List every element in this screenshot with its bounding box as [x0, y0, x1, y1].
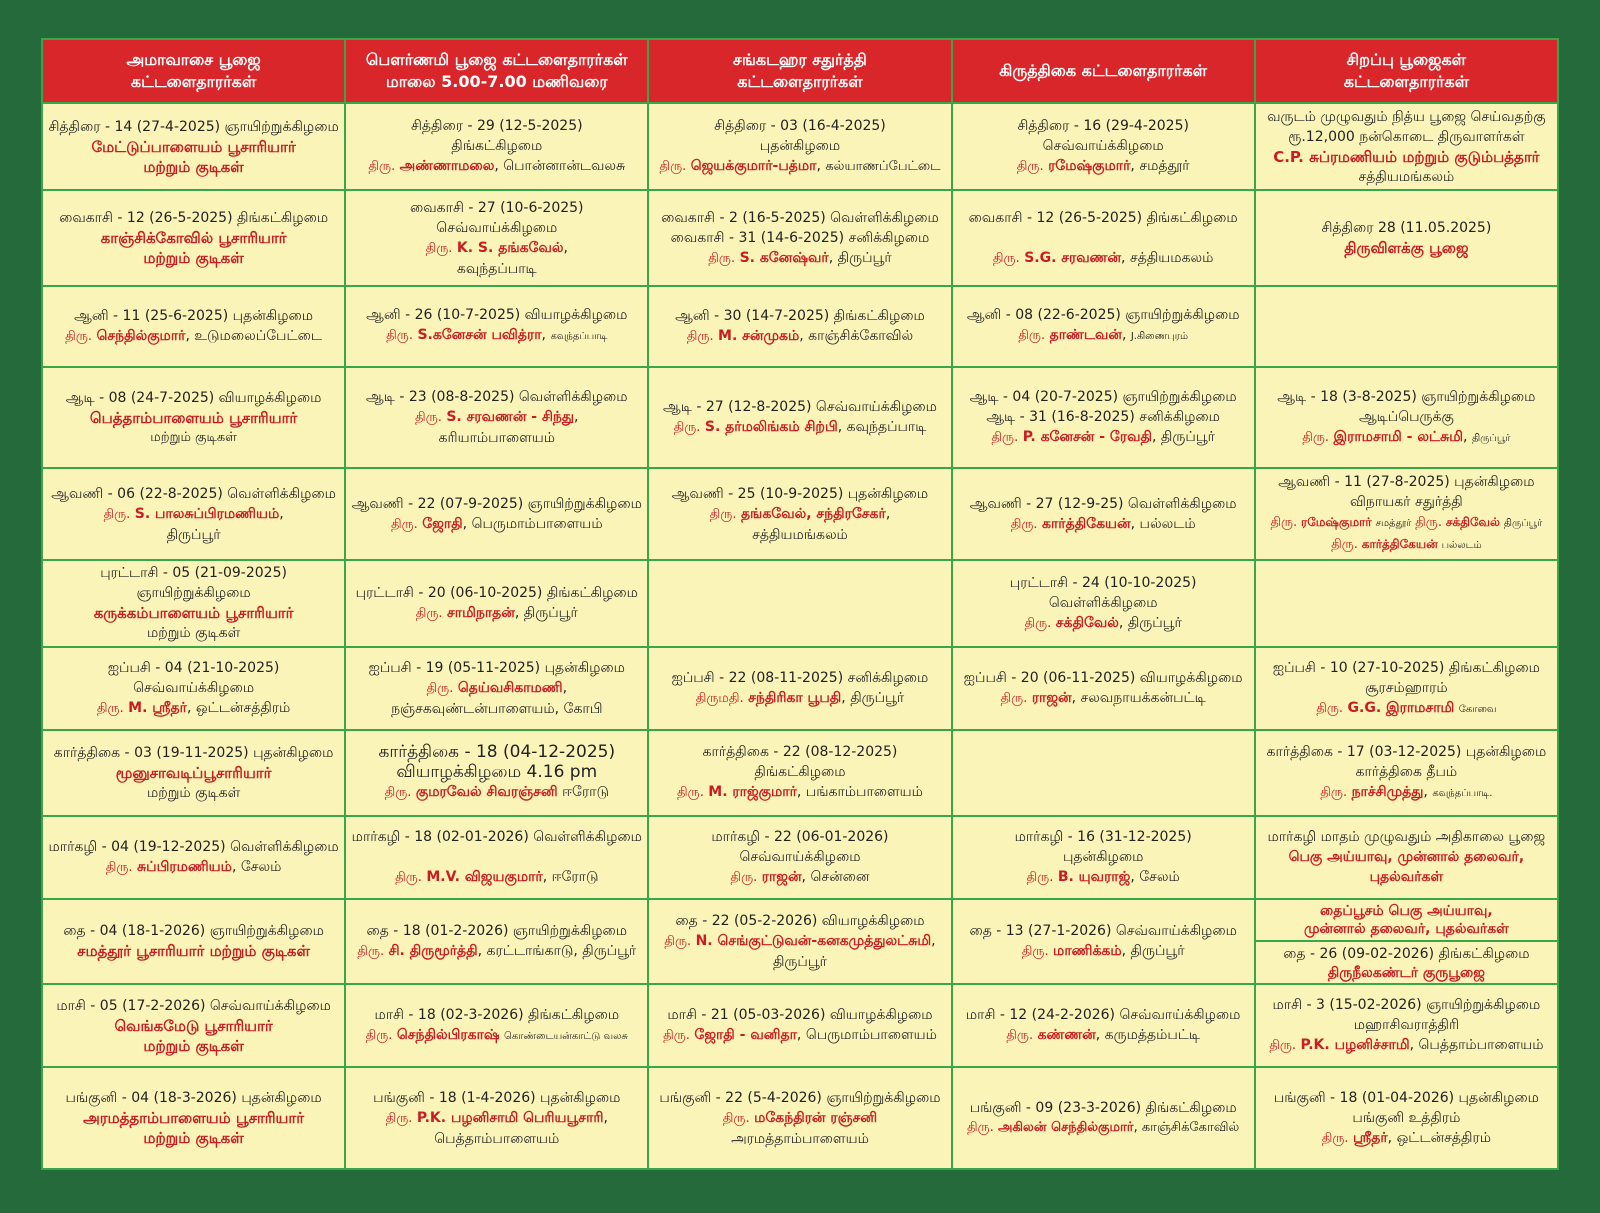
- cell-kiruthigai: மாசி - 12 (24-2-2026) செவ்வாய்க்கிழமை திரு. கண்ணன், கருமத்தம்பட்டி: [952, 984, 1255, 1067]
- cell-special-empty: [1255, 560, 1558, 647]
- table-row: [42, 1067, 1558, 1169]
- cell-special: சித்திரை 28 (11.05.2025) திருவிளக்கு பூஜை: [1255, 190, 1558, 285]
- cell-sankatahara: சித்திரை - 03 (16-4-2025) புதன்கிழமை திரு. ஜெயக்குமார்-பத்மா, கல்யாணப்பேட்டை: [648, 103, 951, 190]
- cell-amavasai: சித்திரை - 14 (27-4-2025) ஞாயிற்றுக்கிழமை மேட்டுப்பாளையம் பூசாரியார் மற்றும் குடிகள்: [42, 103, 345, 190]
- table-row: [42, 190, 1558, 285]
- header-special: சிறப்பு பூஜைகள் கட்டளைதாரர்கள்: [1255, 39, 1558, 103]
- table-row: [42, 103, 1558, 190]
- cell-special: பங்குனி - 18 (01-04-2026) புதன்கிழமை பங்குனி உத்திரம் திரு. ஸ்ரீதர், ஒட்டன்சத்திரம்: [1255, 1067, 1558, 1169]
- cell-pournami: சித்திரை - 29 (12-5-2025) திங்கட்கிழமை திரு. அண்ணாமலை, பொன்னான்டவலசு: [345, 103, 648, 190]
- table-row: [42, 468, 1558, 559]
- header-pournami: பௌர்ணமி பூஜை கட்டளைதாரர்கள் மாலை 5.00-7.00 மணிவரை: [345, 39, 648, 103]
- cell-sankatahara: பங்குனி - 22 (5-4-2026) ஞாயிற்றுக்கிழமை திரு. மகேந்திரன் ரஞ்சனி அரமத்தாம்பாளையம்: [648, 1067, 951, 1169]
- cell-pournami: ஆனி - 26 (10-7-2025) வியாழக்கிழமை திரு. S.கனேசன் பவித்ரா, கவுந்தப்பாடி: [345, 286, 648, 367]
- cell-kiruthigai: பங்குனி - 09 (23-3-2026) திங்கட்கிழமை திரு. அகிலன் செந்தில்குமார், காஞ்சிக்கோவில்: [952, 1067, 1255, 1169]
- cell-pournami: ஐப்பசி - 19 (05-11-2025) புதன்கிழமை திரு. தெய்வசிகாமணி, நஞ்சகவுண்டன்பாளையம், கோபி: [345, 647, 648, 730]
- cell-special: ஆடி - 18 (3-8-2025) ஞாயிற்றுக்கிழமை ஆடிப்பெருக்கு திரு. இராமசாமி - லட்சுமி, திருப்பூர்: [1255, 367, 1558, 469]
- cell-amavasai: ஆவணி - 06 (22-8-2025) வெள்ளிக்கிழமை திரு. S. பாலசுப்பிரமணியம், திருப்பூர்: [42, 468, 345, 559]
- cell-pournami: மாசி - 18 (02-3-2026) திங்கட்கிழமை திரு. செந்தில்பிரகாஷ் கொண்டையன்காட்டு வலசு: [345, 984, 648, 1067]
- header-sankatahara: சங்கடஹர சதுர்த்தி கட்டளைதாரர்கள்: [648, 39, 951, 103]
- table-row: [42, 367, 1558, 469]
- table-row: [42, 816, 1558, 899]
- table-row: [42, 560, 1558, 647]
- cell-sankatahara: தை - 22 (05-2-2026) வியாழக்கிழமை திரு. N. செங்குட்டுவன்-கனகமுத்துலட்சுமி, திருப்பூர்: [648, 899, 951, 984]
- cell-special: ஐப்பசி - 10 (27-10-2025) திங்கட்கிழமை சூரசம்ஹாரம் திரு. G.G. இராமசாமி கோவை: [1255, 647, 1558, 730]
- cell-amavasai: மார்கழி - 04 (19-12-2025) வெள்ளிக்கிழமை திரு. சுப்பிரமணியம், சேலம்: [42, 816, 345, 899]
- cell-pournami: தை - 18 (01-2-2026) ஞாயிற்றுக்கிழமை திரு. சி. திருமூர்த்தி, கரட்டாங்காடு, திருப்பூர்: [345, 899, 648, 984]
- cell-special: ஆவணி - 11 (27-8-2025) புதன்கிழமை விநாயகர் சதுர்த்தி திரு. ரமேஷ்குமார் சமத்தூர் திரு. சக்திவேல் திருப்பூர் திரு. கார்த்திகேயன் பல்லடம்: [1255, 468, 1558, 559]
- cell-amavasai: வைகாசி - 12 (26-5-2025) திங்கட்கிழமை காஞ்சிக்கோவில் பூசாரியார் மற்றும் குடிகள்: [42, 190, 345, 285]
- cell-amavasai: பங்குனி - 04 (18-3-2026) புதன்கிழமை அரமத்தாம்பாளையம் பூசாரியார் மற்றும் குடிகள்: [42, 1067, 345, 1169]
- cell-special: மாசி - 3 (15-02-2026) ஞாயிற்றுக்கிழமை மஹாசிவராத்திரி திரு. P.K. பழனிச்சாமி, பெத்தாம்பாளையம்: [1255, 984, 1558, 1067]
- cell-pournami: மார்கழி - 18 (02-01-2026) வெள்ளிக்கிழமை திரு. M.V. விஜயகுமார், ஈரோடு: [345, 816, 648, 899]
- cell-kiruthigai: ஆனி - 08 (22-6-2025) ஞாயிற்றுக்கிழமை திரு. தாண்டவன், J.கிணைபுரம்: [952, 286, 1255, 367]
- cell-special-empty: [1255, 286, 1558, 367]
- schedule-board: [41, 38, 1559, 1170]
- header-kiruthigai: கிருத்திகை கட்டளைதாரர்கள்: [952, 39, 1255, 103]
- cell-kiruthigai: ஆவணி - 27 (12-9-25) வெள்ளிக்கிழமை திரு. கார்த்திகேயன், பல்லடம்: [952, 468, 1255, 559]
- cell-kiruthigai: மார்கழி - 16 (31-12-2025) புதன்கிழமை திரு. B. யுவராஜ், சேலம்: [952, 816, 1255, 899]
- cell-special: கார்த்திகை - 17 (03-12-2025) புதன்கிழமை கார்த்திகை தீபம் திரு. நாச்சிமுத்து, கவுந்தப்பாடி.: [1255, 730, 1558, 815]
- cell-sankatahara: மாசி - 21 (05-03-2026) வியாழக்கிழமை திரு. ஜோதி - வனிதா, பெருமாம்பாளையம்: [648, 984, 951, 1067]
- cell-sankatahara: ஆனி - 30 (14-7-2025) திங்கட்கிழமை திரு. M. சன்முகம், காஞ்சிக்கோவில்: [648, 286, 951, 367]
- cell-amavasai: ஆனி - 11 (25-6-2025) புதன்கிழமை திரு. செந்தில்குமார், உடுமலைப்பேட்டை: [42, 286, 345, 367]
- cell-sankatahara: கார்த்திகை - 22 (08-12-2025) திங்கட்கிழமை திரு. M. ராஜ்குமார், பங்காம்பாளையம்: [648, 730, 951, 815]
- table-row: [42, 984, 1558, 1067]
- cell-kiruthigai-empty: [952, 730, 1255, 815]
- cell-sankatahara: ஆவணி - 25 (10-9-2025) புதன்கிழமை திரு. தங்கவேல், சந்திரசேகர், சத்தியமங்கலம்: [648, 468, 951, 559]
- cell-amavasai: மாசி - 05 (17-2-2026) செவ்வாய்க்கிழமை வெங்கமேடு பூசாரியார் மற்றும் குடிகள்: [42, 984, 345, 1067]
- table-row: [42, 647, 1558, 730]
- cell-amavasai: ஆடி - 08 (24-7-2025) வியாழக்கிழமை பெத்தாம்பாளையம் பூசாரியார் மற்றும் குடிகள்: [42, 367, 345, 469]
- cell-pournami: ஆடி - 23 (08-8-2025) வெள்ளிக்கிழமை திரு. S. சரவணன் - சிந்து, கரியாம்பாளையம்: [345, 367, 648, 469]
- cell-pournami: பங்குனி - 18 (1-4-2026) புதன்கிழமை திரு. P.K. பழனிசாமி பெரியபூசாரி, பெத்தாம்பாளையம்: [345, 1067, 648, 1169]
- cell-special: வருடம் முழுவதும் நித்ய பூஜை செய்வதற்கு ரூ.12,000 நன்கொடை திருவாளர்கள் C.P. சுப்ரமணியம் மற்றும் குடும்பத்தார் சத்தியமங்கலம்: [1255, 103, 1558, 190]
- cell-pournami: வைகாசி - 27 (10-6-2025) செவ்வாய்க்கிழமை திரு. K. S. தங்கவேல், கவுந்தப்பாடி: [345, 190, 648, 285]
- cell-special: மார்கழி மாதம் முழுவதும் அதிகாலை பூஜை பெகு அய்யாவு, முன்னால் தலைவர், புதல்வர்கள்: [1255, 816, 1558, 899]
- cell-kiruthigai: சித்திரை - 16 (29-4-2025) செவ்வாய்க்கிழமை திரு. ரமேஷ்குமார், சமத்தூர்: [952, 103, 1255, 190]
- table-row: [42, 286, 1558, 367]
- cell-sankatahara: மார்கழி - 22 (06-01-2026) செவ்வாய்க்கிழமை திரு. ராஜன், சென்னை: [648, 816, 951, 899]
- cell-amavasai: ஐப்பசி - 04 (21-10-2025) செவ்வாய்க்கிழமை திரு. M. ஸ்ரீதர், ஒட்டன்சத்திரம்: [42, 647, 345, 730]
- cell-kiruthigai: வைகாசி - 12 (26-5-2025) திங்கட்கிழமை திரு. S.G. சரவணன், சத்தியமகலம்: [952, 190, 1255, 285]
- cell-kiruthigai: ஆடி - 04 (20-7-2025) ஞாயிற்றுக்கிழமை ஆடி - 31 (16-8-2025) சனிக்கிழமை திரு. P. கனேசன் - ரேவதி, திருப்பூர்: [952, 367, 1255, 469]
- cell-pournami: ஆவணி - 22 (07-9-2025) ஞாயிற்றுக்கிழமை திரு. ஜோதி, பெருமாம்பாளையம்: [345, 468, 648, 559]
- cell-kiruthigai: ஐப்பசி - 20 (06-11-2025) வியாழக்கிழமை திரு. ராஜன், சலவநாயக்கன்பட்டி: [952, 647, 1255, 730]
- table-row: [42, 899, 1558, 984]
- cell-sankatahara: ஆடி - 27 (12-8-2025) செவ்வாய்க்கிழமை திரு. S. தர்மலிங்கம் சிற்பி, கவுந்தப்பாடி: [648, 367, 951, 469]
- cell-amavasai: புரட்டாசி - 05 (21-09-2025) ஞாயிற்றுக்கிழமை கருக்கம்பாளையம் பூசாரியார் மற்றும் குடிகள்: [42, 560, 345, 647]
- cell-sankatahara: வைகாசி - 2 (16-5-2025) வெள்ளிக்கிழமை வைகாசி - 31 (14-6-2025) சனிக்கிழமை திரு. S. கனேஷ்வர், திருப்பூர்: [648, 190, 951, 285]
- header-row: [42, 39, 1558, 103]
- cell-pournami: கார்த்திகை - 18 (04-12-2025) வியாழக்கிழமை 4.16 pm திரு. குமரவேல் சிவரஞ்சனி ஈரோடு: [345, 730, 648, 815]
- header-amavasai: அமாவாசை பூஜை கட்டளைதாரர்கள்: [42, 39, 345, 103]
- cell-kiruthigai: தை - 13 (27-1-2026) செவ்வாய்க்கிழமை திரு. மாணிக்கம், திருப்பூர்: [952, 899, 1255, 984]
- cell-special: தைப்பூசம் பெகு அய்யாவு, முன்னால் தலைவர், புதல்வர்கள் தை - 26 (09-02-2026) திங்கட்கிழமை திருநீலகண்டர் குருபூஜை: [1255, 899, 1558, 984]
- table-row: [42, 730, 1558, 815]
- cell-sankatahara-empty: [648, 560, 951, 647]
- cell-kiruthigai: புரட்டாசி - 24 (10-10-2025) வெள்ளிக்கிழமை திரு. சக்திவேல், திருப்பூர்: [952, 560, 1255, 647]
- cell-pournami: புரட்டாசி - 20 (06-10-2025) திங்கட்கிழமை திரு. சாமிநாதன், திருப்பூர்: [345, 560, 648, 647]
- cell-amavasai: கார்த்திகை - 03 (19-11-2025) புதன்கிழமை மூனுசாவடிப்பூசாரியார் மற்றும் குடிகள்: [42, 730, 345, 815]
- schedule-table: [41, 38, 1559, 1170]
- cell-sankatahara: ஐப்பசி - 22 (08-11-2025) சனிக்கிழமை திருமதி. சந்திரிகா பூபதி, திருப்பூர்: [648, 647, 951, 730]
- cell-amavasai: தை - 04 (18-1-2026) ஞாயிற்றுக்கிழமை சமத்தூர் பூசாரியார் மற்றும் குடிகள்: [42, 899, 345, 984]
